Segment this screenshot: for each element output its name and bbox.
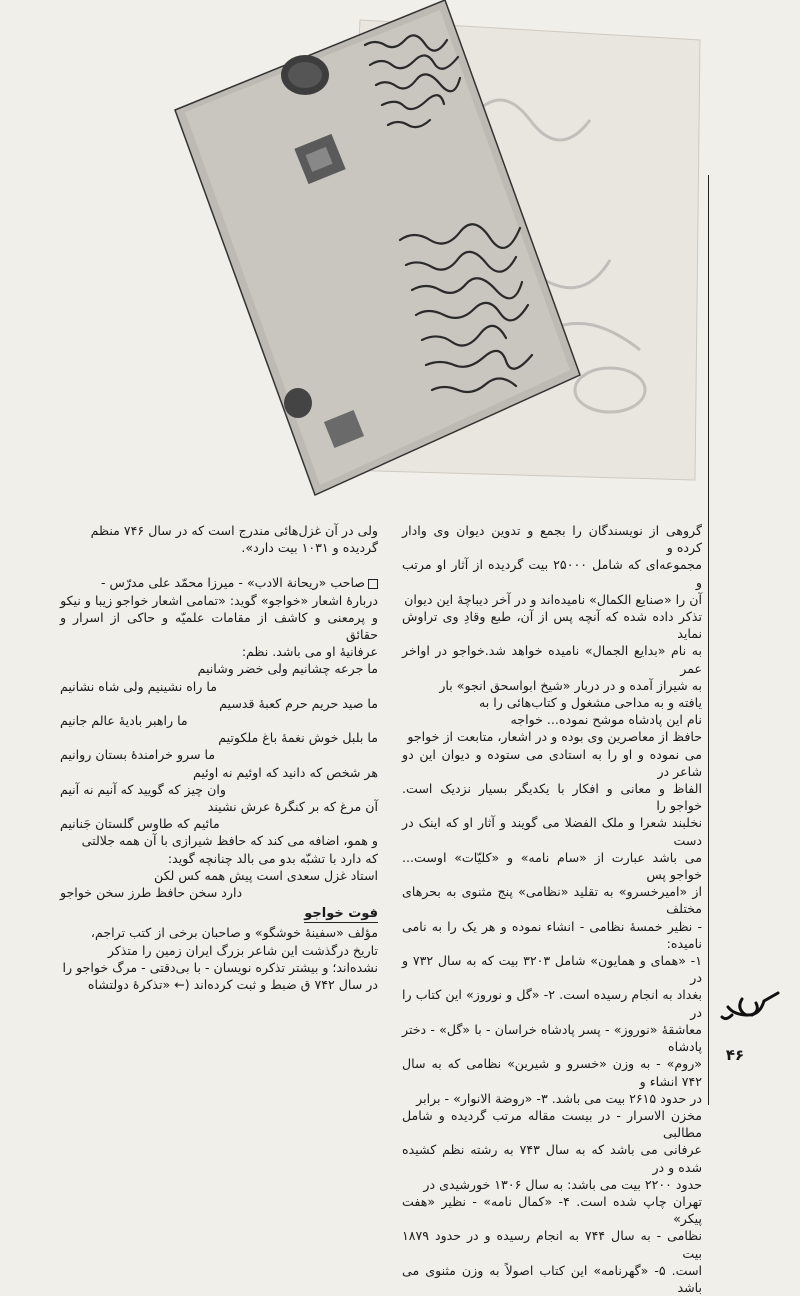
- kerman-logo: [720, 985, 782, 1025]
- quote-line-text: صاحب «ریحانة الادب» - میرزا محمّد علی مدرّس -: [101, 575, 365, 591]
- manuscript-photo: [140, 0, 710, 500]
- verse-hemistich: ما سرو خرامندهٔ بستان روانیم: [60, 747, 216, 763]
- paragraph-line: الفاظ و معانی و افکار با یکدیگر بسیار نزدیک است. خواجو را: [402, 781, 702, 814]
- verse-hemistich: ما بلبل خوش نغمهٔ باغ ملکوتیم: [218, 730, 378, 746]
- paragraph-line: تذکر داده شده که آنچه پس از آن، طبع وقادِ وی تراوش نماید: [402, 609, 702, 642]
- paragraph-line: می باشد عبارت از «سام نامه» و «کلیّات» اوست... خواجو پس: [402, 849, 702, 883]
- paragraph-line: عرفانی می باشد که به سال ۷۴۳ به رشته نظم کشیده شده و در: [402, 1142, 702, 1175]
- paragraph-line: به نام «بدایع الجمال» نامیده خواهد شد.خواجو در اواخر عمر: [402, 643, 702, 676]
- quote-line: و پرمعنی و کاشف از مقامات علمیّه و حاکی از اسرار و حقائق: [60, 609, 378, 643]
- paragraph-line: نام این پادشاه موشح نموده... خواجه: [510, 712, 702, 728]
- page-number: ۴۶: [725, 1046, 745, 1064]
- left-text-column: [60, 522, 378, 993]
- verse-hemistich: آن مرغ که بر کنگرهٔ عرش نشیند: [207, 799, 378, 815]
- square-bullet-icon: [368, 579, 378, 589]
- paragraph-line: مجموعه‌ای که شامل ۲۵۰۰۰ بیت گردیده از آثار او مرتب و: [402, 557, 702, 590]
- paragraph-line: بغداد به انجام رسیده است. ۲- «گل و نوروز» این کتاب را در: [402, 987, 702, 1020]
- paragraph-line: در حدود ۲۶۱۵ بیت می باشد. ۳- «روضة الانوار» - برابر: [416, 1090, 702, 1106]
- verse-hemistich: مائیم که طاوس گلستان جَنانیم: [60, 816, 220, 832]
- quote-line: [60, 574, 378, 591]
- verse-hemistich: ما جرعه چشانیم ولی خضر وشانیم: [197, 661, 378, 677]
- paragraph-line: آن را «صنایع الکمال» نامیده‌اند و در آخر دیباچهٔ این دیوان: [404, 591, 702, 607]
- verse-hemistich: ما راه نشینیم ولی شاه نشانیم: [60, 678, 217, 694]
- verse-hemistich: ما صید حریم حرم کعبهٔ قدسیم: [219, 695, 378, 711]
- paragraph-line: گروهی از نویسندگان را بجمع و تدوین دیوان وی وادار کرده و: [402, 523, 702, 556]
- paragraph-line: می نموده و او را به استادی می ستوده و دیوان این دو شاعر در: [402, 746, 702, 779]
- verse-hemistich: ما راهبر بادیهٔ عالم جانیم: [60, 713, 188, 729]
- paragraph-line: ۱- «همای و همایون» شامل ۳۲۰۳ بیت که به سال ۷۳۲ و در: [402, 953, 702, 986]
- paragraph-line: یافته و به مداحی مشغول و کتاب‌هائی را به: [478, 695, 702, 711]
- hafez-verse: [60, 867, 378, 901]
- paragraph-line: است. ۵- «گهرنامه» این کتاب اصولاً به وزن مثنوی می باشد: [402, 1262, 702, 1295]
- paragraph-line: «روم» - به وزن «خسرو و شیرین» نظامی که به سال ۷۴۲ انشاء و: [402, 1056, 702, 1089]
- section-heading-text: فوت خواجو: [304, 906, 378, 922]
- after-verse-line: که دارد با تشبّه بدو می بالد چنانچه گوید:: [167, 850, 378, 866]
- verse-hemistich: دارد سخن حافظ طرز سخن خواجو: [60, 885, 243, 901]
- paragraph-line: نخلبند شعرا و ملک الفضلا می گویند و آثار او که اینک در دست: [402, 815, 702, 848]
- paragraph-line: مخزن الاسرار - در بیست مقاله مرتب گردیده و شامل مطالبی: [402, 1107, 702, 1141]
- verse-hemistich: استاد غزل سعدی است پیش همه کس لکن: [154, 867, 378, 883]
- section-heading: [60, 905, 378, 922]
- poem-verses: [60, 660, 378, 832]
- death-text-line: نشده‌اند؛ و بیشتر تذکره نویسان - با بی‌دقتی - مرگ خواجو را: [62, 959, 378, 975]
- death-text-line: تاریخ درگذشت این شاعر بزرگ ایران زمین را متذکر: [107, 942, 378, 958]
- verse-hemistich: وان چیز که گویید که آنیم نه آنیم: [60, 781, 226, 797]
- intro-line: ولی در آن غزل‌هائی مندرج است که در سال ۷۴۶ منظم: [90, 523, 378, 538]
- right-text-column: [402, 522, 702, 1296]
- paragraph-line: از «امیرخسرو» به تقلید «نظامی» پنج مثنوی به بحرهای مختلف: [402, 884, 702, 917]
- paragraph-line: - نظیر خمسهٔ نظامی - انشاء نموده و هر یک را به نامی نامیده:: [402, 918, 702, 951]
- paragraph-line: حدود ۲۲۰۰ بیت می باشد: به سال ۱۳۰۶ خورشیدی در: [423, 1176, 702, 1192]
- quote-line: دربارهٔ اشعار «خواجو» گوید: «تمامی اشعار خواجو زیبا و نیکو: [60, 592, 378, 608]
- after-verse-line: و همو، اضافه می کند که حافظ شیرازی با آن همه جلالتی: [81, 833, 378, 849]
- death-text-line: مؤلف «سفینهٔ خوشگو» و صاحبان برخی از کتب تراجم،: [90, 925, 378, 941]
- paragraph-line: معاشقهٔ «نوروز» - پسر پادشاه خراسان - با «گل» - دختر پادشاه: [402, 1021, 702, 1055]
- paragraph-line: به شیراز آمده و در دربار «شیخ ابواسحق انجو» بار: [439, 677, 702, 693]
- quote-line: عرفانیهٔ او می باشد. نظم:: [241, 644, 378, 660]
- paragraph-line: تهران چاپ شده است. ۴- «کمال نامه» - نظیر «هفت پیکر»: [402, 1193, 702, 1227]
- paragraph-line: حافظ از معاصرین وی بوده و در اشعار، متابعت از خواجو: [407, 729, 702, 745]
- vertical-rule: [708, 175, 709, 1105]
- verse-hemistich: هر شخص که دانید که اوئیم نه اوئیم: [192, 764, 378, 780]
- intro-line: گردیده و ۱۰۳۱ بیت دارد».: [241, 540, 378, 556]
- death-text-line: در سال ۷۴۲ ق ضبط و ثبت کرده‌اند (← «تذکرهٔ دولتشاه: [87, 977, 378, 993]
- paragraph-line: نظامی - به سال ۷۴۴ به انجام رسیده و در حدود ۱۸۷۹ بیت: [402, 1228, 702, 1261]
